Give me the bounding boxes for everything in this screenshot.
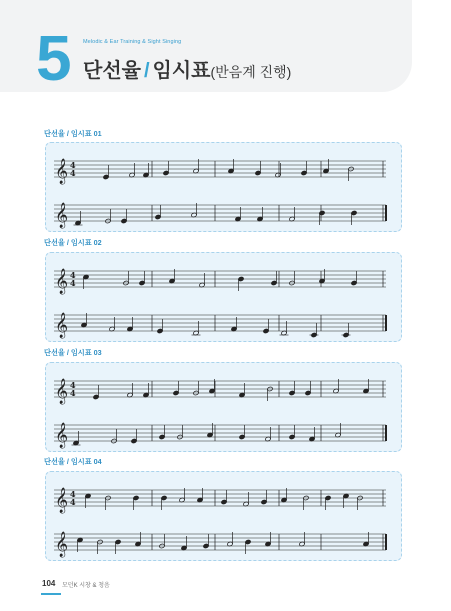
- title-part-b: 임시표: [152, 60, 211, 82]
- time-signature-digit: 4: [70, 497, 76, 507]
- staff-1: [54, 158, 386, 184]
- exercise-label-04: 단선율 / 임시표 04: [44, 457, 102, 466]
- score-01: [46, 143, 401, 231]
- treble-clef-icon: 𝄞: [55, 488, 69, 513]
- treble-clef-icon: 𝄞: [55, 159, 69, 184]
- exercise-label-01: 단선율 / 임시표 01: [44, 129, 102, 138]
- page-number: 104: [42, 579, 56, 588]
- time-signature-digit: 4: [70, 160, 76, 170]
- staff-2: [54, 202, 387, 228]
- exercise-label-02: 단선율 / 임시표 02: [44, 238, 102, 247]
- time-signature-digit: 4: [70, 489, 76, 499]
- time-signature-digit: 4: [70, 168, 76, 178]
- exercise-panel-04: [45, 471, 402, 561]
- score-03: [46, 363, 401, 451]
- exercise-panel-01: [45, 142, 402, 232]
- exercise-label-03: 단선율 / 임시표 03: [44, 348, 102, 357]
- time-signature-digit: 4: [70, 388, 76, 398]
- staff-1: [54, 378, 386, 404]
- staff-1: [54, 268, 386, 294]
- footer-book-title: 모던K 시창 & 청음: [62, 583, 110, 589]
- exercise-panel-03: [45, 362, 402, 452]
- treble-clef-icon: 𝄞: [55, 313, 69, 338]
- title-part-a: 단선율: [83, 60, 141, 82]
- staff-2: [54, 531, 387, 557]
- chapter-subtitle: Melodic & Ear Training & Sight Singing: [83, 39, 182, 45]
- time-signature-digit: 4: [70, 380, 76, 390]
- staff-2: [54, 422, 387, 448]
- treble-clef-icon: 𝄞: [55, 423, 69, 448]
- chapter-number: 5: [36, 22, 72, 94]
- final-bar-line: [385, 315, 387, 331]
- time-signature-digit: 4: [70, 278, 76, 288]
- score-02: [46, 253, 401, 341]
- staff-2: [54, 312, 387, 338]
- footer-accent-line: [41, 593, 61, 595]
- chapter-title: [83, 54, 291, 83]
- exercise-panel-02: [45, 252, 402, 342]
- score-04: [46, 472, 401, 560]
- title-separator: /: [143, 60, 150, 82]
- treble-clef-icon: 𝄞: [55, 379, 69, 404]
- final-bar-line: [385, 534, 387, 550]
- staff-1: [54, 487, 386, 513]
- final-bar-line: [385, 425, 387, 441]
- final-bar-line: [385, 205, 387, 221]
- treble-clef-icon: 𝄞: [55, 203, 69, 228]
- title-parenthetical: (반음계 진행): [210, 64, 292, 80]
- treble-clef-icon: 𝄞: [55, 532, 69, 557]
- time-signature-digit: 4: [70, 270, 76, 280]
- treble-clef-icon: 𝄞: [55, 269, 69, 294]
